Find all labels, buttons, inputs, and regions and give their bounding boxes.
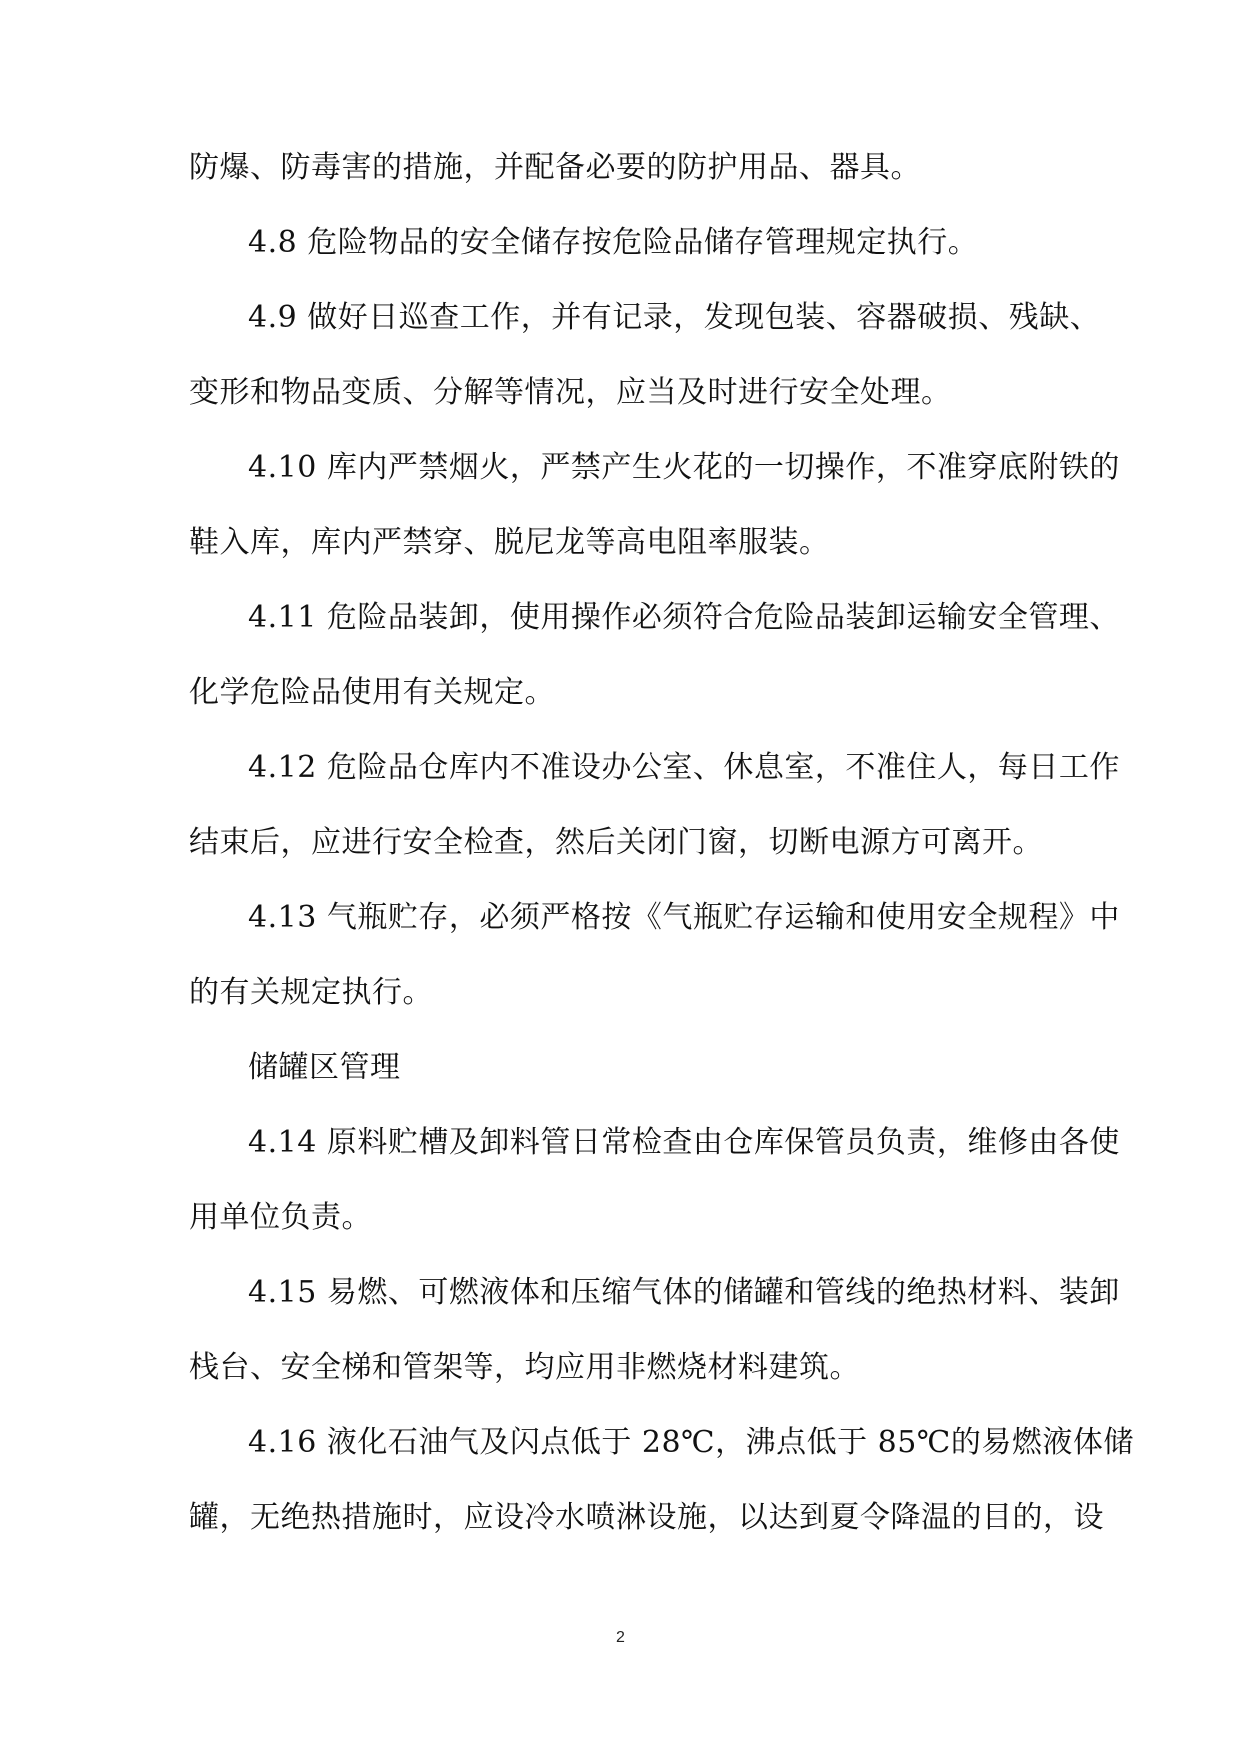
text-line: 栈台、安全梯和管架等，均应用非燃烧材料建筑。 bbox=[189, 1350, 860, 1385]
text-line: 4.10 库内严禁烟火，严禁产生火花的一切操作，不准穿底附铁的 bbox=[248, 450, 1120, 485]
text-line: 罐，无绝热措施时，应设冷水喷淋设施，以达到夏令降温的目的，设 bbox=[189, 1500, 1104, 1535]
text-line: 4.16 液化石油气及闪点低于 28℃，沸点低于 85℃的易燃液体储 bbox=[248, 1425, 1134, 1460]
section-heading: 储罐区管理 bbox=[248, 1050, 401, 1085]
text-line: 4.11 危险品装卸，使用操作必须符合危险品装卸运输安全管理、 bbox=[248, 600, 1120, 635]
text-line: 变形和物品变质、分解等情况，应当及时进行安全处理。 bbox=[189, 375, 952, 410]
page-number: 2 bbox=[616, 1629, 625, 1646]
text-line: 用单位负责。 bbox=[189, 1200, 372, 1235]
text-line: 4.8 危险物品的安全储存按危险品储存管理规定执行。 bbox=[248, 225, 979, 260]
text-line: 的有关规定执行。 bbox=[189, 975, 433, 1010]
text-line: 鞋入库，库内严禁穿、脱尼龙等高电阻率服装。 bbox=[189, 525, 830, 560]
text-line: 4.13 气瓶贮存，必须严格按《气瓶贮存运输和使用安全规程》中 bbox=[248, 900, 1120, 935]
text-line: 4.12 危险品仓库内不准设办公室、休息室，不准住人，每日工作 bbox=[248, 750, 1120, 785]
text-line: 4.9 做好日巡查工作，并有记录，发现包装、容器破损、残缺、 bbox=[248, 300, 1101, 335]
text-line: 化学危险品使用有关规定。 bbox=[189, 675, 555, 710]
text-line: 防爆、防毒害的措施，并配备必要的防护用品、器具。 bbox=[189, 150, 921, 185]
text-line: 4.14 原料贮槽及卸料管日常检查由仓库保管员负责，维修由各使 bbox=[248, 1125, 1120, 1160]
text-line: 结束后，应进行安全检查，然后关闭门窗，切断电源方可离开。 bbox=[189, 825, 1043, 860]
text-line: 4.15 易燃、可燃液体和压缩气体的储罐和管线的绝热材料、装卸 bbox=[248, 1275, 1120, 1310]
